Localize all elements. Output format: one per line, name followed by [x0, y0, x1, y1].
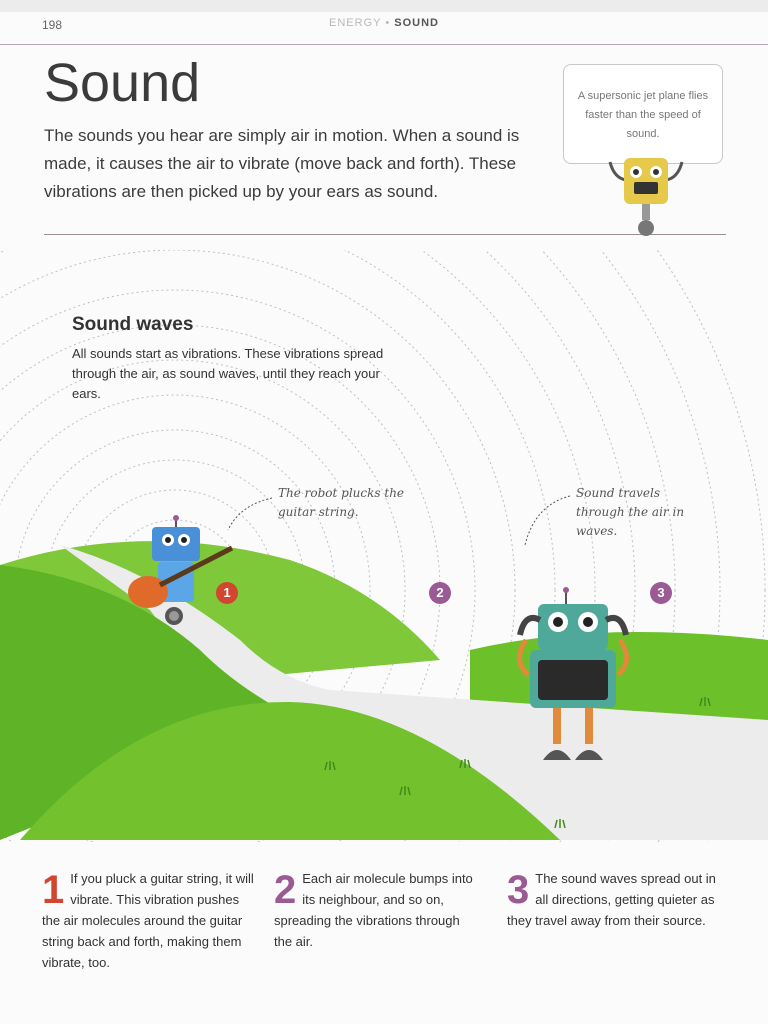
- fact-callout: [563, 64, 723, 164]
- section-label-category: ENERGY •: [329, 17, 391, 29]
- page-top-edge: [0, 0, 768, 12]
- step-2-number: 2: [274, 868, 297, 912]
- intro-paragraph: The sounds you hear are simply air in motion. When a sound is made, it causes the air to vibrate (move back and forth). These vibrations are then picked up by your ears as sound.: [44, 126, 520, 201]
- step-1: [42, 868, 257, 973]
- small-robot-illustration: [606, 150, 686, 240]
- step-1-number: 1: [42, 868, 65, 912]
- step-badge-2: 2: [429, 582, 451, 604]
- step-badge-1: 1: [216, 582, 238, 604]
- annotation-robot-plucks: The robot plucks the guitar string.: [278, 486, 405, 519]
- step-3-text: The sound waves spread out in all directions, getting quieter as they travel away from their source.: [507, 871, 716, 928]
- section-label: [0, 17, 768, 29]
- fact-callout-text: A supersonic jet plane flies faster than the speed of sound.: [577, 90, 709, 140]
- sound-waves-text: All sounds start as vibrations. These vibrations spread through the air, as sound waves, until they reach your ears.: [72, 346, 384, 401]
- step-2-text: Each air molecule bumps into its neighbour, and so on, spreading the vibrations through the air.: [274, 871, 473, 949]
- annotation-arrow-2: [525, 496, 570, 545]
- annotation-sound-travels: Sound travels through the air in waves.: [576, 486, 685, 538]
- sound-waves-scene: [0, 250, 768, 850]
- sound-waves-heading: Sound waves: [72, 314, 194, 335]
- page-number: 198: [42, 18, 63, 32]
- step-1-text: If you pluck a guitar string, it will vibrate. This vibration pushes the air molecules around the guitar string back and forth, making them vibrate, too.: [42, 871, 254, 970]
- step-3: [507, 868, 727, 931]
- section-label-topic: SOUND: [394, 17, 439, 29]
- step-3-number: 3: [507, 868, 530, 912]
- page-title: Sound: [44, 53, 201, 113]
- step-badge-3: 3: [650, 582, 672, 604]
- step-2: [274, 868, 474, 952]
- annotation-arrow-1: [228, 498, 272, 530]
- header-divider: [0, 44, 768, 45]
